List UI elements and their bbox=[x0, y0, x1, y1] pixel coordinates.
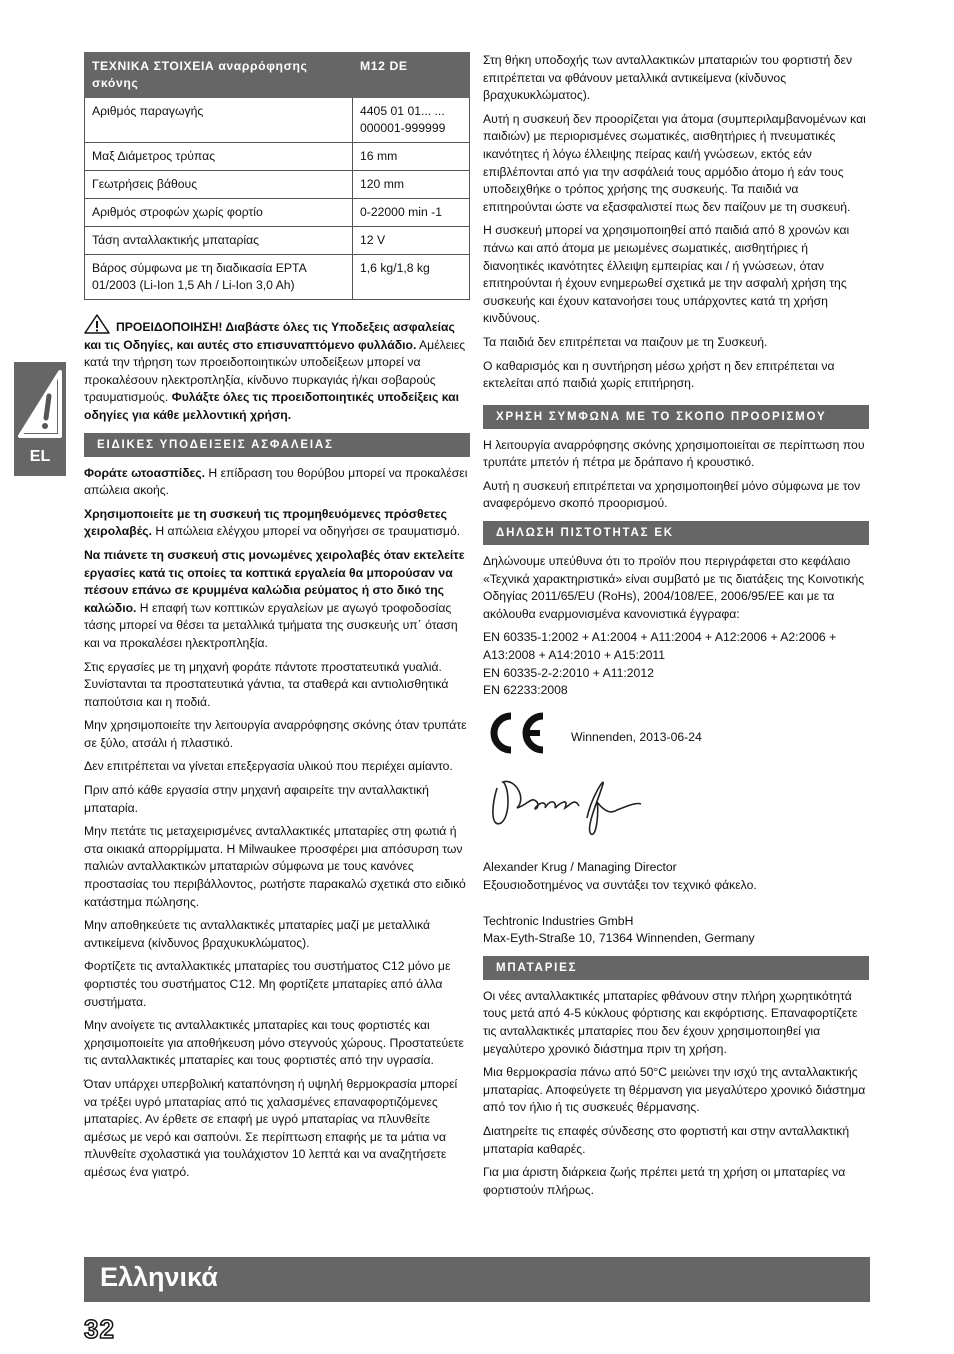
intended-use-paragraph: Αυτή η συσκευή επιτρέπεται να χρησιμοποιηθεί μόνο σύμφωνα με τον αναφερόμενο σκοπό προορισμού. bbox=[483, 478, 861, 511]
section-header-safety: ΕΙΔΙΚΕΣ ΥΠΟΔΕΙΞΕΙΣ ΑΣΦΑΛΕΙΑΣ bbox=[84, 433, 470, 457]
section-header-intended-use: ΧΡΗΣΗ ΣΥΜΦΩΝΑ ΜΕ ΤΟ ΣΚΟΠΟ ΠΡΟΟΡΙΣΜΟΥ bbox=[483, 405, 869, 429]
battery-paragraph: Μια θερμοκρασία πάνω από 50°C μειώνει την ισχύ της ανταλλακτικής μπαταρίας. Αποφεύγετε τη θέρμανση για μεγαλύτερο χρονικό διάστημα από τον ήλιο ή τις συσκευές θέρμανσης. bbox=[483, 1065, 866, 1115]
safety-paragraph: Φοράτε ωτοασπίδες. Η επίδραση του θορύβου μπορεί να προκαλέσει απώλεια ακοής. bbox=[84, 465, 468, 498]
ce-mark-icon bbox=[483, 710, 549, 756]
safety-paragraph: Μην χρησιμοποιείτε την λειτουργία αναρρόφησης σκόνης όταν τρυπάτε σε ξύλο, ατσάλι ή πλαστικό. bbox=[84, 718, 467, 750]
safety-paragraph: Η συσκευή μπορεί να χρησιμοποιηθεί από παιδιά από 8 χρονών και πάνω και από άτομα με μειωμένες σωματικές, αισθητήριες ή διανοητικές ικανότητες έλλειψη εμπειρίας και / ή γνώσεων, όταν επιτηρούνται ή έχουν ενημερωθεί σχετικά με την ασφαλή χρήση της συσκευής και έχουν κατανοήσει τους υπάρχοντες κατά τη χρήση κινδύνους. bbox=[483, 223, 850, 326]
signer-name: Alexander Krug / Managing Director bbox=[483, 860, 677, 875]
safety-paragraph: Χρησιμοποιείτε με τη συσκευή τις προμηθευόμενες πρόσθετες χειρολαβές. Η απώλεια ελέγχου μπορεί να οδηγήσει σε τραυματισμό. bbox=[84, 506, 461, 539]
standard-item: EN 60335-1:2002 + A1:2004 + A11:2004 + A12:2006 + A2:2006 + A13:2008 + A14:2010 + A15:2011 bbox=[483, 630, 837, 663]
safety-paragraph: Μην αποθηκεύετε τις ανταλλακτικές μπαταρίες μαζί με μεταλλικά αντικείμενα (κίνδυνος βραχυκυκλώματος). bbox=[84, 918, 431, 950]
safety-paragraph: Μην πετάτε τις μεταχειρισμένες ανταλλακτικές μπαταρίες στη φωτιά ή στα οικιακά απορρίμματα. Η Milwaukee προσφέρει μια απόσυρση των παλιών ανταλλακτικών μπαταριών σύμφωνα με τους κανόνες προστασίας του περιβάλλοντος, ρωτήστε παρακαλώ σχετικά στο ειδικό κατάστημα πώλησης. bbox=[84, 824, 466, 909]
safety-paragraph: Αυτή η συσκευή δεν προορίζεται για άτομα (συμπεριλαμβανομένων και παιδιών) με περιορισμένες σωματικές, αισθητήριες ή πνευματικές ικανότητες ή λόγω έλλειψης πείρας και/ή γνώσεων, εκτός εάν επιβλέπονται από για την ασφάλειά τους αρμόδιο άτομο ή εάν τους υποδειχθήκε ο τρόπος χρήσης της συσκευής. Τα παιδιά να επιτηρούνται ώστε να εξασφαλιστεί πως δεν παίζουν με τη συσκευή. bbox=[483, 111, 866, 214]
warning-icon bbox=[84, 314, 110, 334]
left-column bbox=[84, 52, 470, 1188]
signature-image bbox=[487, 768, 647, 848]
spec-value: 0-22000 min -1 bbox=[353, 199, 470, 227]
safety-paragraph: Στις εργασίες με τη μηχανή φοράτε πάντοτε προστατευτικά γυαλιά. Συνίστανται τα προστατευτικά γάντια, τα σταθερά και αντιολισθητικά παπούτσια και η ποδιά. bbox=[84, 659, 449, 709]
language-tab bbox=[14, 362, 66, 476]
table-header-title: ΤΕΧΝΙΚΑ ΣΤΟΙΧΕΙΑ αναρρόφησης σκόνης bbox=[85, 53, 353, 98]
standards-list bbox=[483, 629, 869, 699]
intended-use-paragraph: Η λειτουργία αναρρόφησης σκόνης χρησιμοποιείται σε περίπτωση που τρυπάτε μπετόν ή πέτρα με δράπανο ή κρουστικό. bbox=[483, 437, 865, 470]
table-row bbox=[85, 98, 470, 143]
spec-value: 12 V bbox=[353, 227, 470, 255]
table-header-model: M12 DE bbox=[353, 53, 470, 98]
battery-paragraph: Διατηρείτε τις επαφές σύνδεσης στο φορτιστή και στην ανταλλακτική μπαταρία καθαρές. bbox=[483, 1123, 850, 1156]
safety-paragraph: Να πιάνετε τη συσκευή στις μονωμένες χειρολαβές όταν εκτελείτε εργασίες κατά τις οποίες τα κοπτικά εργαλεία θα μπορούσαν να πέσουν επάνω σε κρυμμένα καλώδια ρεύματος ή στο δικό της καλώδιο. Η επαφή των κοπτικών εργαλείων με αγωγό τροφοδοσίας τάσης μπορεί να θέσει τα μεταλλικά τμήματα της συσκευής υπ΄ όταση και να προκαλέσει ηλεκτροπληξία. bbox=[84, 547, 465, 650]
signer-note: Εξουσιοδοτημένος να συντάξει τον τεχνικό φάκελο. bbox=[483, 878, 757, 892]
language-footer-bar bbox=[84, 1257, 870, 1302]
company-address: Max-Eyth-Straße 10, 71364 Winnenden, Germany bbox=[483, 931, 755, 946]
language-title: Ελληνικά bbox=[100, 1262, 218, 1292]
warning-bold-text: ΠΡΟΕΙΔΟΠΟΙΗΣΗ! Διαβάστε όλες τις Υποδεξεις ασφαλείας και τις Οδηγίες, και αυτές στο επισυναπτόμενο φυλλάδιο. bbox=[84, 320, 455, 352]
table-row bbox=[85, 171, 470, 199]
spec-label: Αριθμός στροφών χωρίς φορτίο bbox=[85, 199, 353, 227]
table-row bbox=[85, 199, 470, 227]
page-number: 32 bbox=[84, 1314, 115, 1344]
spec-value: 120 mm bbox=[353, 171, 470, 199]
spec-label: Βάρος σύμφωνα με τη διαδικασία EPTA 01/2003 (Li-Ion 1,5 Ah / Li-Ion 3,0 Ah) bbox=[85, 255, 353, 300]
safety-paragraph: Μην ανοίγετε τις ανταλλακτικές μπαταρίες και τους φορτιστές και χρησιμοποιείτε για αποθήκευση μόνο στεγνούς χώρους. Προστατεύετε τις ανταλλακτικές μπαταρίες και τους φορτιστές από την υγρασία. bbox=[84, 1018, 464, 1068]
warning-text: Αμέλειες κατά την τήρηση των προειδοποιητικών υποδείξεων μπορεί να προκαλέσουν ηλεκτροπληξία, κίνδυνο πυρκαγιάς ή/και σοβαρούς τραυματισμούς. bbox=[84, 337, 466, 405]
standard-item: EN 60335-2-2:2010 + A11:2012 bbox=[483, 665, 654, 680]
spec-label: Μαξ Διάμετρος τρύπας bbox=[85, 143, 353, 171]
section-header-batteries: ΜΠΑΤΑΡΙΕΣ bbox=[483, 956, 869, 980]
spec-label: Τάση ανταλλακτικής μπαταρίας bbox=[85, 227, 353, 255]
spec-label: Γεωτρήσεις βάθους bbox=[85, 171, 353, 199]
spec-label: Αριθμός παραγωγής bbox=[85, 98, 353, 143]
safety-paragraph: Ο καθαρισμός και η συντήρηση μέσω χρήστ η δεν επιτρέπεται να εκτελείται από παιδιά χωρίς επιτήρηση. bbox=[483, 358, 835, 391]
safety-paragraph: Τα παιδιά δεν επιτρέπεται να παιζουν με τη Συσκευή. bbox=[483, 334, 768, 349]
safety-paragraph: Φορτίζετε τις ανταλλακτικές μπαταρίες του συστήματος C12 μόνο με φορτιστές του συστήματος C12. Μη φορτίζετε μπαταρίες από άλλα συστήματα. bbox=[84, 959, 451, 1009]
general-warning bbox=[84, 314, 470, 425]
section-header-declaration: ΔΗΛΩΣΗ ΠΙΣΤΟΤΗΤΑΣ ΕΚ bbox=[483, 521, 869, 545]
table-row bbox=[85, 227, 470, 255]
place-and-date: Winnenden, 2013-06-24 bbox=[571, 730, 702, 745]
standard-item: EN 62233:2008 bbox=[483, 683, 568, 698]
language-code: EL bbox=[29, 448, 51, 465]
spec-value: 1,6 kg/1,8 kg bbox=[353, 255, 470, 300]
declaration-paragraph: Δηλώνουμε υπεύθυνα ότι το προϊόν που περιγράφεται στο κεφάλαιο «Τεχνικά χαρακτηριστικά» είναι συμβατό με τις διατάξεις της Κοινοτικής Οδηγίας 2011/65/EU (RoHs), 2004/108/ΕΕ, 2006/95/ΕΕ και με τα ακόλουθα εναρμονισμένα κανονιστικά έγγραφα: bbox=[483, 554, 865, 621]
spec-value: 16 mm bbox=[353, 143, 470, 171]
ce-mark-row bbox=[483, 710, 869, 756]
safety-paragraph: Στη θήκη υποδοχής των ανταλλακτικών μπαταριών του φορτιστή δεν επιτρέπεται να φθάνουν μεταλλικά αντικείμενα (κίνδυνος βραχυκυκλώματος). bbox=[483, 53, 853, 103]
safety-paragraph: Δεν επιτρέπεται να γίνεται επεξεργασία υλικού που περιέχει αμίαντο. bbox=[84, 759, 453, 774]
table-row bbox=[85, 255, 470, 300]
company-name: Techtronic Industries GmbH bbox=[483, 913, 634, 928]
right-column bbox=[483, 52, 869, 1205]
safety-paragraph: Όταν υπάρχει υπερβολική καταπόνηση ή υψηλή θερμοκρασία μπορεί να τρέξει υγρό μπαταρίας από τις χαλασμένες επαναφορτιζόμενες μπαταρίες. Αν έρθετε σε επαφή με υγρό μπαταρίας να πλυνθείτε αμέσως με νερό και σαπούνι. Σε περίπτωση επαφής με τα μάτια να πλυνθείτε σχολαστικά για τουλάχιστον 10 λεπτά και να αναζητήσετε αμέσως ένα γιατρό. bbox=[84, 1076, 458, 1179]
warning-bold-text-2: Φυλάξτε όλες τις προειδοποιητικές υποδείξεις και οδηγίες για κάθε μελλοντική χρήση. bbox=[84, 390, 459, 422]
battery-paragraph: Για μια άριστη διάρκεια ζωής πρέπει μετά τη χρήση οι μπαταρίες να φορτιστούν πλήρως. bbox=[483, 1165, 846, 1197]
technical-data-table bbox=[84, 52, 470, 300]
safety-paragraph: Πριν από κάθε εργασία στην μηχανή αφαιρείτε την ανταλλακτική μπαταρία. bbox=[84, 783, 429, 815]
spec-value: 4405 01 01... ... 000001-999999 bbox=[353, 98, 470, 143]
battery-paragraph: Οι νέες ανταλλακτικές μπαταρίες φθάνουν στην πλήρη χωρητικότητά τους μετά από 4-5 κύκλους φόρτισης και εκφόρτισης. Επαναφορτίζετε τις ανταλλακτικές μπαταρίες που δεν έχουν χρησιμοποιηθεί για μεγαλύτερο χρονικό διάστημα πριν τη χρήση. bbox=[483, 988, 858, 1056]
warning-triangle-icon bbox=[16, 366, 64, 442]
table-row bbox=[85, 143, 470, 171]
